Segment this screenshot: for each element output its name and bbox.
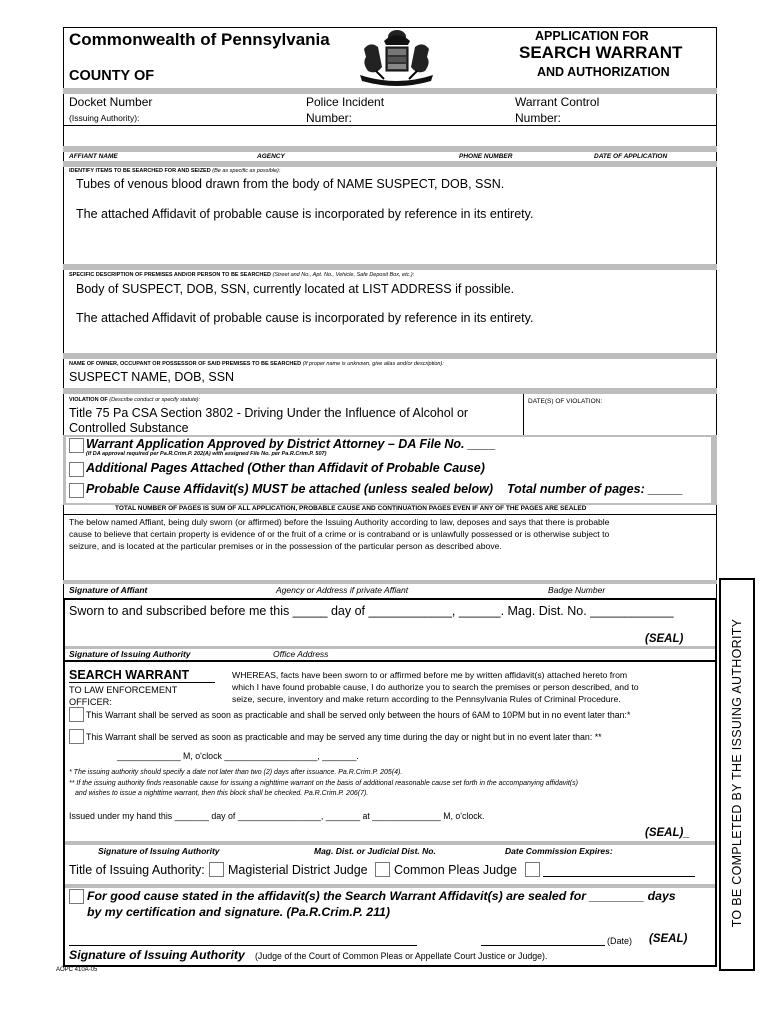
sealed-date-label: (Date) [607,936,633,946]
violation-label: VIOLATION OF (Describe conduct or specify statute): [69,397,201,403]
sealed-checkbox[interactable] [69,889,84,904]
cpj-label: Common Pleas Judge [394,863,517,877]
sealed-signature-line[interactable] [69,945,417,946]
warrant-to-line1: TO LAW ENFORCEMENT [69,685,178,695]
commission-expires-label: Date Commission Expires: [505,846,613,856]
whereas-line3: seize, secure, inventory and make return according to the Pennsylvania Rules of Criminal Procedure. [232,694,621,704]
owner-label: NAME OF OWNER, OCCUPANT OR POSSESSOR OF SAID PREMISES TO BE SEARCHED (If proper name is unknown, give alias and/or description): [69,361,444,367]
app-line3: AND AUTHORIZATION [537,65,670,79]
whereas-line1: WHEREAS, facts have been sworn to or affirmed before me by written affidavit(s) attached hereto from [232,670,628,680]
county-label: COUNTY OF [69,68,155,84]
gray-band-3 [63,161,717,167]
serve-anytime-label: This Warrant shall be served as soon as practicable and may be served any time during the day or night but in no event later than: ** [86,732,602,742]
commonwealth-title: Commonwealth of Pennsylvania [69,30,330,49]
da-note: (If DA approval required per Pa.R.Crim.P. 202(A) with assigned File No. per Pa.R.Crim.P. 507) [86,451,327,457]
violation-date-label: DATE(S) OF VIOLATION: [528,398,603,405]
docket-sublabel: (Issuing Authority): [69,113,140,123]
mdj-checkbox[interactable] [209,862,224,877]
warrant-seal: (SEAL)_ [645,827,690,839]
divider [63,125,717,126]
gray-band-4 [63,264,717,270]
side-label: TO BE COMPLETED BY THE ISSUING AUTHORITY [730,618,744,928]
violation-line2[interactable]: Controlled Substance [69,421,189,435]
items-line2[interactable]: The attached Affidavit of probable cause is incorporated by reference in its entirety. [76,207,534,221]
sealed-signature-note: (Judge of the Court of Common Pleas or Appellate Court Justice or Judge). [255,951,548,961]
other-title-checkbox[interactable] [525,862,540,877]
items-label: IDENTIFY ITEMS TO BE SEARCHED FOR AND SEIZED (Be as specific as possible): [69,168,281,174]
affirmation-line3: seizure, and is located at the particular premises or in the possession of the particular person as described above. [69,541,502,551]
sealed-date-line[interactable] [481,945,605,946]
clock-line: _____________ M, o'clock ___________________, _______. [117,751,359,761]
agency-label: AGENCY [257,153,285,160]
gray-band-7 [63,580,717,584]
footnote-1: * The issuing authority should specify a date not later than two (2) days after issuance. Pa.R.Crim.P. 205(4). [69,769,403,776]
probable-cause-label: Probable Cause Affidavit(s) MUST be attached (unless sealed below) [86,482,494,496]
da-approved-label: Warrant Application Approved by District Attorney – DA File No. ____ [86,437,496,451]
gray-band-1 [63,88,717,94]
total-pages-note: TOTAL NUMBER OF PAGES IS SUM OF ALL APPLICATION, PROBABLE CAUSE AND CONTINUATION PAGES EVEN IF ANY OF THE PAGES ARE SEALED [115,505,587,512]
affirmation-text [69,516,714,552]
sworn-seal: (SEAL) [645,633,684,645]
police-label: Police Incident [306,95,385,109]
docket-label: Docket Number [69,95,153,109]
warrant-control-label: Warrant Control [515,95,600,109]
sealed-line1: For good cause stated in the affidavit(s) the Search Warrant Affidavit(s) are sealed for ________ days [87,889,676,903]
badge-number-label: Badge Number [548,585,606,595]
warrant-to-line2: OFFICER: [69,697,112,707]
gray-band-6 [63,388,717,394]
mag-dist-label: Mag. Dist. or Judicial Dist. No. [314,846,436,856]
sealed-signature-label: Signature of Issuing Authority [69,948,245,962]
premises-line1[interactable]: Body of SUSPECT, DOB, SSN, currently located at LIST ADDRESS if possible. [76,282,515,296]
other-title-line[interactable] [543,876,695,877]
affirmation-line1: The below named Affiant, being duly sworn (or affirmed) before the Issuing Authority according to law, deposes and says that there is probable [69,517,610,527]
affiant-name-label: AFFIANT NAME [69,153,118,160]
da-approved-checkbox[interactable] [69,438,84,453]
title-issuing-label: Title of Issuing Authority: [69,863,205,877]
divider [63,514,717,515]
phone-label: PHONE NUMBER [459,153,513,160]
premises-line2[interactable]: The attached Affidavit of probable cause is incorporated by reference in its entirety. [76,311,534,325]
divider [523,394,524,436]
affirmation-line2: cause to believe that certain property is evidence of or the fruit of a crime or is contraband or is unlawfully possessed or is otherwise subject to [69,529,610,539]
additional-pages-checkbox[interactable] [69,462,84,477]
serve-daytime-label: This Warrant shall be served as soon as practicable and shall be served only between the hours of 6AM to 10PM but in no event later than:* [86,710,631,720]
mdj-label: Magisterial District Judge [228,863,368,877]
footnote-2b: and wishes to issue a nighttime warrant, then this block shall be checked. Pa.R.Crim.P. 206(7). [75,790,369,797]
probable-cause-checkbox[interactable] [69,483,84,498]
sworn-text: Sworn to and subscribed before me this _____ day of ____________, ______. Mag. Dist. No. ____________ [69,604,674,618]
cpj-checkbox[interactable] [375,862,390,877]
date-application-label: DATE OF APPLICATION [594,153,668,160]
whereas-line2: which I have found probable cause, I do authorize you to search the premises or person described, and to [232,682,639,692]
sworn-signature-label: Signature of Issuing Authority [69,649,191,659]
footnote-2a: ** If the issuing authority finds reasonable cause for issuing a nighttime warrant on the basis of additional reasonable cause set forth in the accompanying affidavit(s) [69,780,578,787]
gray-band-9 [65,841,715,845]
owner-value[interactable]: SUSPECT NAME, DOB, SSN [69,370,235,384]
warrant-control-sublabel: Number: [515,111,562,125]
form-code: AOPC 410A-05 [56,967,98,973]
total-pages-label: Total number of pages: _____ [507,482,683,496]
whereas-text [232,669,639,705]
sealed-line2: by my certification and signature. (Pa.R.Crim.P. 211) [87,905,390,919]
sealed-seal: (SEAL) [649,933,688,945]
police-sublabel: Number: [306,111,353,125]
ia-signature-label: Signature of Issuing Authority [98,846,220,856]
app-line2: SEARCH WARRANT [519,43,683,62]
serve-daytime-checkbox[interactable] [69,707,84,722]
serve-anytime-checkbox[interactable] [69,729,84,744]
office-address-label: Office Address [273,649,329,659]
gray-band-10 [65,884,715,888]
additional-pages-label: Additional Pages Attached (Other than Affidavit of Probable Cause) [86,461,485,475]
pa-coat-of-arms-icon [354,27,439,89]
affiant-agency-label: Agency or Address if private Affiant [276,585,409,595]
gray-band-2 [63,146,717,152]
gray-band-5 [63,353,717,359]
affiant-signature-label: Signature of Affiant [69,585,148,595]
issued-line: Issued under my hand this _______ day of _________________, _______ at ______________ M, o'clock. [69,811,485,821]
app-line1: APPLICATION FOR [535,29,649,43]
search-warrant-title: SEARCH WARRANT [69,668,215,683]
items-line1[interactable]: Tubes of venous blood drawn from the body of NAME SUSPECT, DOB, SSN. [76,177,505,191]
violation-line1[interactable]: Title 75 Pa CSA Section 3802 - Driving Under the Influence of Alcohol or [69,406,469,420]
premises-label: SPECIFIC DESCRIPTION OF PREMISES AND/OR PERSON TO BE SEARCHED (Street and No., Apt. No., Vehicle, Safe Deposit Box, etc.): [69,272,415,278]
